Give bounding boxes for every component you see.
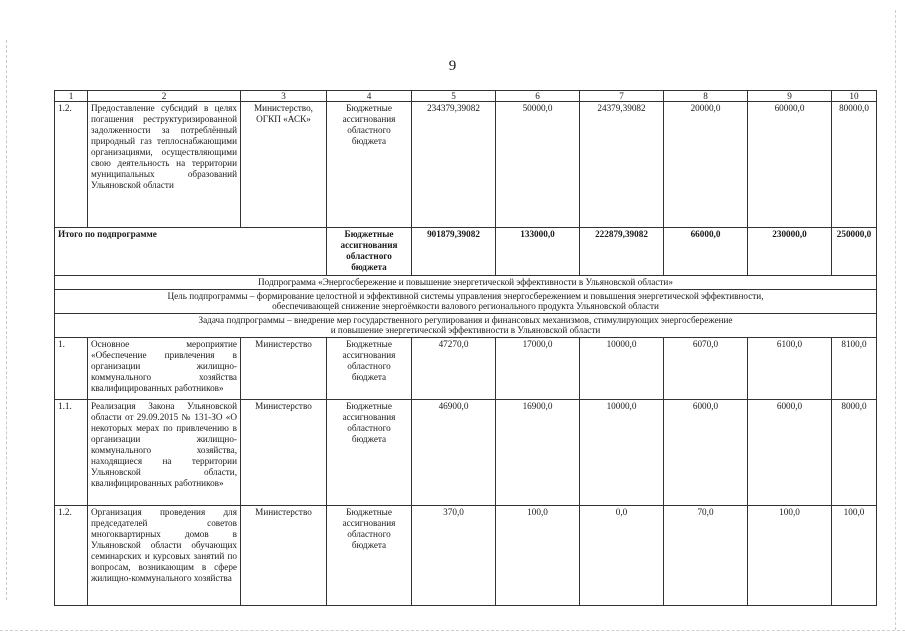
- amount-year: 100,0: [832, 505, 877, 605]
- total-amount: 230000,0: [748, 228, 832, 276]
- funding-source: Бюджетные ассигнования областного бюджета: [327, 505, 412, 605]
- table-row: [55, 337, 877, 399]
- amount-year: 24379,39082: [580, 102, 664, 228]
- total-amount: 250000,0: [832, 228, 877, 276]
- amount-year: 10000,0: [580, 337, 664, 399]
- subprogram-goal-line: обеспечивающей снижение энергоёмкости валового регионального продукта Ульяновской области: [272, 301, 659, 311]
- column-number: 5: [412, 91, 496, 102]
- subprogram-task-line: Задача подпрограммы – внедрение мер государственного регулирования и финансовых механизмов, стимулирующих энергосбережение: [198, 314, 733, 325]
- subprogram-goal-line: Цель подпрограммы – формирование целостной и эффективной системы управления энергосбережением и повышения энергетической эффективности,: [167, 290, 764, 301]
- amount-total: 234379,39082: [412, 102, 496, 228]
- amount-year: 6000,0: [664, 399, 748, 505]
- executor: Министерство: [241, 399, 327, 505]
- subprogram-task-line: и повышение энергетической эффективности в Ульяновской области: [330, 325, 601, 335]
- subprogram-title: Подпрограмма «Энергосбережение и повышение энергетической эффективности в Ульяновской области»: [55, 276, 877, 290]
- amount-year: 80000,0: [832, 102, 877, 228]
- column-number: 6: [496, 91, 580, 102]
- subprogram-goal-row: [55, 289, 877, 313]
- funding-source: Бюджетные ассигнования областного бюджета: [327, 228, 412, 276]
- total-amount: 66000,0: [664, 228, 748, 276]
- total-amount: 901879,39082: [412, 228, 496, 276]
- total-row: [55, 228, 877, 276]
- total-amount: 222879,39082: [580, 228, 664, 276]
- amount-year: 6100,0: [748, 337, 832, 399]
- scan-edge-right: [895, 10, 897, 630]
- column-number: 4: [327, 91, 412, 102]
- amount-year: 17000,0: [496, 337, 580, 399]
- amount-year: 0,0: [580, 505, 664, 605]
- total-amount: 133000,0: [496, 228, 580, 276]
- amount-year: 60000,0: [748, 102, 832, 228]
- amount-total: 47270,0: [412, 337, 496, 399]
- scan-edge-left: [6, 40, 8, 600]
- amount-year: 50000,0: [496, 102, 580, 228]
- column-number: 9: [748, 91, 832, 102]
- column-number: 1: [55, 91, 88, 102]
- amount-total: 370,0: [412, 505, 496, 605]
- row-number: 1.2.: [55, 102, 88, 228]
- amount-year: 100,0: [748, 505, 832, 605]
- table-row: [55, 505, 877, 605]
- column-number: 7: [580, 91, 664, 102]
- executor: Министерство, ОГКП «АСК»: [241, 102, 327, 228]
- amount-year: 6070,0: [664, 337, 748, 399]
- amount-year: 20000,0: [664, 102, 748, 228]
- amount-year: 100,0: [496, 505, 580, 605]
- amount-year: 10000,0: [580, 399, 664, 505]
- subprogram-title-row: [55, 276, 877, 290]
- column-number: 10: [832, 91, 877, 102]
- row-number: 1.1.: [55, 399, 88, 505]
- total-label: Итого по подпрограмме: [55, 228, 327, 276]
- activity-name: Основное мероприятие «Обеспечение привлечения в организации жилищно-коммунального хозяйства квалифицированных работников»: [88, 337, 241, 399]
- column-number: 2: [88, 91, 241, 102]
- executor: Министерство: [241, 337, 327, 399]
- amount-total: 46900,0: [412, 399, 496, 505]
- funding-source: Бюджетные ассигнования областного бюджета: [327, 337, 412, 399]
- subprogram-task-row: [55, 313, 877, 337]
- amount-year: 16900,0: [496, 399, 580, 505]
- amount-year: 70,0: [664, 505, 748, 605]
- scan-edge-bottom: [0, 630, 905, 632]
- activity-name: Организация проведения для председателей советов многоквартирных домов в Ульяновской области обучающих семинарских и курсовых занятий по вопросам, возникающим в сфере жилищно-коммунального хозяйства: [88, 505, 241, 605]
- funding-source: Бюджетные ассигнования областного бюджета: [327, 399, 412, 505]
- amount-year: 8000,0: [832, 399, 877, 505]
- subprogram-goal: [55, 289, 877, 313]
- executor: Министерство: [241, 505, 327, 605]
- activity-name: Предоставление субсидий в целях погашения реструктуризированной задолженности за потреблённый природный газ теплоснабжающими организациями, осуществляющими свою деятельность на территории муниципальных образований Ульяновской области: [88, 102, 241, 228]
- activity-name: Реализация Закона Ульяновской области от 29.09.2015 № 131-ЗО «О некоторых мерах по привлечению в организации жилищно-коммунального хозяйства, находящиеся на территории Ульяновской области, квалифицированных работников»: [88, 399, 241, 505]
- row-number: 1.2.: [55, 505, 88, 605]
- page-number: 9: [448, 58, 457, 74]
- table-row: [55, 399, 877, 505]
- budget-table: [54, 90, 877, 606]
- funding-source: Бюджетные ассигнования областного бюджета: [327, 102, 412, 228]
- amount-year: 6000,0: [748, 399, 832, 505]
- amount-year: 8100,0: [832, 337, 877, 399]
- table-row: [55, 102, 877, 228]
- column-number-row: [55, 91, 877, 102]
- column-number: 3: [241, 91, 327, 102]
- row-number: 1.: [55, 337, 88, 399]
- subprogram-task: [55, 313, 877, 337]
- column-number: 8: [664, 91, 748, 102]
